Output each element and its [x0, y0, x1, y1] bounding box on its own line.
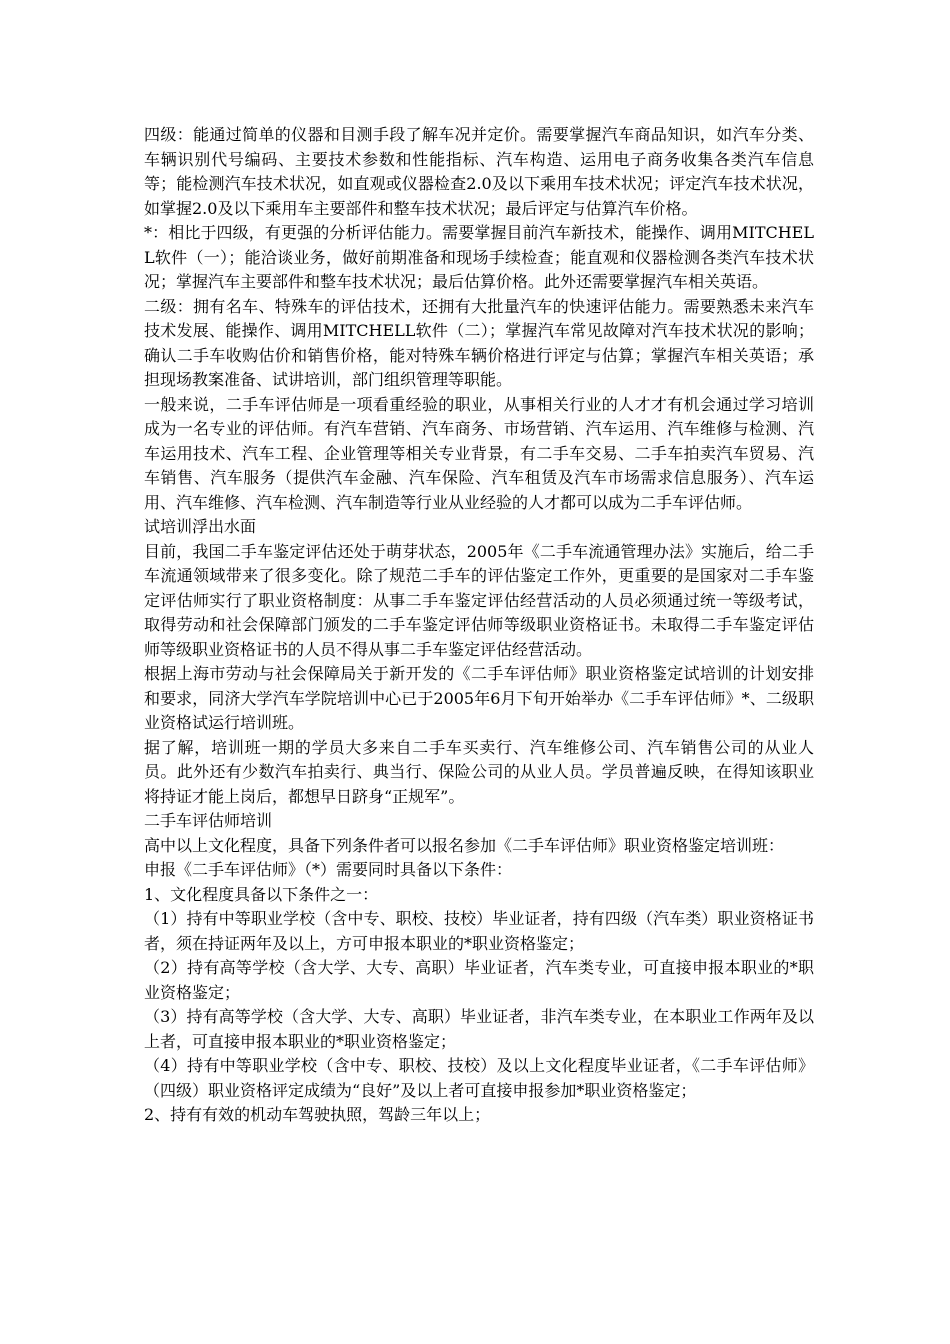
paragraph-level-2: 二级：拥有名车、特殊车的评估技术，还拥有大批量汽车的快速评估能力。需要熟悉未来汽车技术发展、能操作、调用MITCHELL软件（二）；掌握汽车常见故障对汽车技术状况的影响；确认二手车收购估价和销售价格，能对特殊车辆价格进行评定与估算；掌握汽车相关英语；承担现场教案准备、试讲培训，部门组织管理等职能。	[144, 296, 814, 389]
paragraph-shanghai-plan: 根据上海市劳动与社会保障局关于新开发的《二手车评估师》职业资格鉴定试培训的计划安排和要求，同济大学汽车学院培训中心已于2005年6月下旬开始举办《二手车评估师》*、二级职业资格试运行培训班。	[144, 664, 814, 732]
paragraph-current-status: 目前，我国二手车鉴定评估还处于萌芽状态，2005年《二手车流通管理办法》实施后，给二手车流通领域带来了很多变化。除了规范二手车的评估鉴定工作外，更重要的是国家对二手车鉴定评估师实行了职业资格制度：从事二手车鉴定评估经营活动的人员必须通过统一等级考试，取得劳动和社会保障部门颁发的二手车鉴定评估师等级职业资格证书。未取得二手车鉴定评估师等级职业资格证书的人员不得从事二手车鉴定评估经营活动。	[144, 541, 814, 659]
paragraph-eligibility: 高中以上文化程度，具备下列条件者可以报名参加《二手车评估师》职业资格鉴定培训班：	[144, 835, 785, 855]
document-body	[144, 123, 814, 1128]
paragraph-general: 一般来说，二手车评估师是一项看重经验的职业，从事相关行业的人才才有机会通过学习培训成为一名专业的评估师。有汽车营销、汽车商务、市场营销、汽车运用、汽车维修与检测、汽车运用技术、汽车工程、企业管理等相关专业背景，有二手车交易、二手车拍卖汽车贸易、汽车销售、汽车服务（提供汽车金融、汽车保险、汽车租赁及汽车市场需求信息服务）、汽车运用、汽车维修、汽车检测、汽车制造等行业从业经验的人才都可以成为二手车评估师。	[144, 394, 814, 512]
list-item-education: 1、文化程度具备以下条件之一：	[144, 884, 379, 904]
list-item-condition-2: （2）持有高等学校（含大学、大专、高职）毕业证者，汽车类专业，可直接申报本职业的*职业资格鉴定；	[144, 958, 814, 1002]
paragraph-level-3: *：相比于四级，有更强的分析评估能力。需要掌握目前汽车新技术，能操作、调用MITCHELL软件（一）；能洽谈业务，做好前期准备和现场手续检查；能直观和仪器检测各类汽车技术状况；掌握汽车主要部件和整车技术状况；最后估算价格。此外还需要掌握汽车相关英语。	[144, 223, 814, 291]
list-item-condition-4: （4）持有中等职业学校（含中专、职校、技校）及以上文化程度毕业证者，《二手车评估师》（四级）职业资格评定成绩为“良好”及以上者可直接申报参加*职业资格鉴定；	[144, 1056, 814, 1100]
paragraph-trainees: 据了解，培训班一期的学员大多来自二手车买卖行、汽车维修公司、汽车销售公司的从业人员。此外还有少数汽车拍卖行、典当行、保险公司的从业人员。学员普遍反映，在得知该职业将持证才能上岗后，都想早日跻身“正规军”。	[144, 737, 814, 806]
paragraph-level-4: 四级：能通过简单的仪器和目测手段了解车况并定价。需要掌握汽车商品知识，如汽车分类、车辆识别代号编码、主要技术参数和性能指标、汽车构造、运用电子商务收集各类汽车信息等；能检测汽车技术状况，如直观或仪器检查2.0及以下乘用车技术状况；评定汽车技术状况，如掌握2.0及以下乘用车主要部件和整车技术状况；最后评定与估算汽车价格。	[144, 125, 814, 218]
list-item-condition-1: （1）持有中等职业学校（含中专、职校、技校）毕业证者，持有四级（汽车类）职业资格证书者，须在持证两年及以上，方可申报本职业的*职业资格鉴定；	[144, 909, 814, 953]
list-item-driving-license: 2、持有有效的机动车驾驶执照，驾龄三年以上；	[144, 1105, 491, 1124]
list-item-condition-3: （3）持有高等学校（含大学、大专、高职）毕业证者，非汽车类专业，在本职业工作两年及以上者，可直接申报本职业的*职业资格鉴定；	[144, 1007, 814, 1051]
section-heading-appraiser-training: 二手车评估师培训	[144, 811, 273, 830]
paragraph-application-conditions: 申报《二手车评估师》（*）需要同时具备以下条件：	[144, 860, 513, 879]
section-heading-trial-training: 试培训浮出水面	[144, 517, 257, 536]
